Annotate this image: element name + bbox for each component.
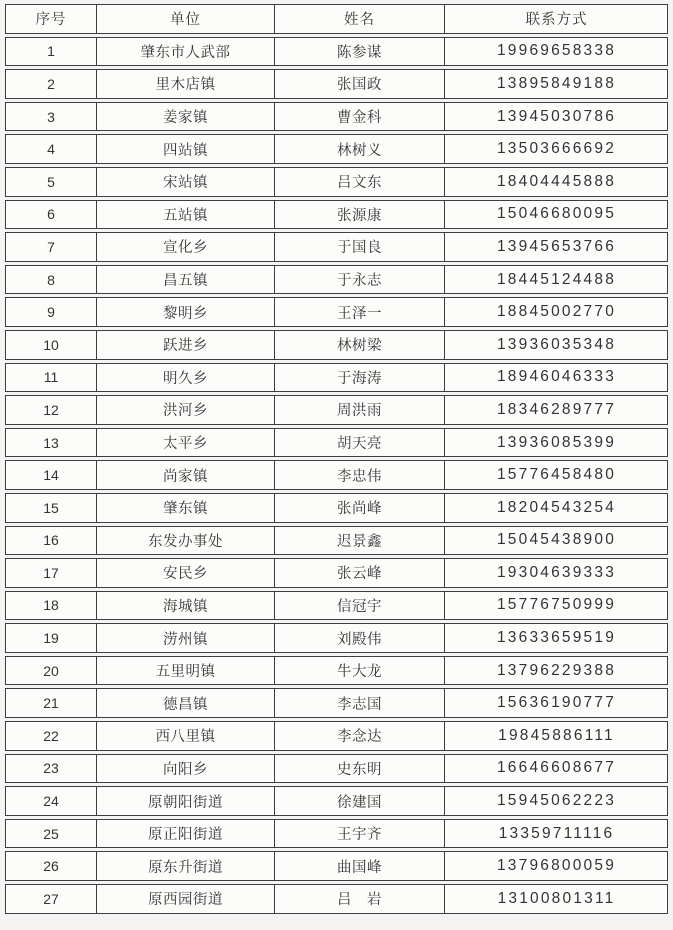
name-cell: 张尚峰 [274, 494, 444, 522]
row-index-cell: 25 [43, 825, 59, 842]
table-row [5, 558, 668, 588]
phone-cell: 18204543254 [444, 494, 668, 522]
name-cell: 林树义 [274, 135, 444, 163]
phone-cell: 13100801311 [444, 885, 668, 913]
row-index-cell: 16 [43, 532, 59, 549]
column-header-index: 序号 [35, 12, 67, 29]
name-cell: 林树梁 [274, 331, 444, 359]
name-cell: 史东明 [274, 755, 444, 783]
table-body [5, 37, 668, 914]
name-cell: 张云峰 [274, 559, 444, 587]
name-cell: 徐建国 [274, 787, 444, 815]
table-row [5, 591, 668, 621]
phone-cell: 19304639333 [444, 559, 668, 587]
table-row [5, 37, 668, 67]
row-index-cell: 10 [43, 336, 59, 353]
phone-cell: 15776750999 [444, 592, 668, 620]
name-cell: 曲国峰 [274, 852, 444, 880]
row-index-cell: 27 [43, 890, 59, 907]
table-row [5, 493, 668, 523]
phone-cell: 18445124488 [444, 266, 668, 294]
phone-cell: 16646608677 [444, 755, 668, 783]
table-row [5, 297, 668, 327]
unit-cell: 原朝阳街道 [96, 787, 274, 815]
row-index-cell: 1 [47, 43, 55, 60]
phone-cell: 15046680095 [444, 201, 668, 229]
row-index-cell: 20 [43, 662, 59, 679]
unit-cell: 安民乡 [96, 559, 274, 587]
row-index-cell: 14 [43, 467, 59, 484]
unit-cell: 明久乡 [96, 364, 274, 392]
table-row [5, 851, 668, 881]
name-cell: 信冠宇 [274, 592, 444, 620]
table-row [5, 69, 668, 99]
row-index-cell: 5 [47, 173, 55, 190]
row-index-cell: 19 [43, 630, 59, 647]
row-index-cell: 15 [43, 499, 59, 516]
phone-cell: 15776458480 [444, 461, 668, 489]
unit-cell: 原正阳街道 [96, 820, 274, 848]
unit-cell: 宣化乡 [96, 233, 274, 261]
unit-cell: 黎明乡 [96, 298, 274, 326]
table-row [5, 884, 668, 914]
table-row [5, 134, 668, 164]
table-row [5, 754, 668, 784]
unit-cell: 原东升街道 [96, 852, 274, 880]
table-row [5, 102, 668, 132]
name-cell: 于海涛 [274, 364, 444, 392]
phone-cell: 13796800059 [444, 852, 668, 880]
row-index-cell: 4 [47, 141, 55, 158]
table-row [5, 688, 668, 718]
name-cell: 吕 岩 [274, 885, 444, 913]
row-index-cell: 2 [47, 75, 55, 92]
table-row [5, 265, 668, 295]
unit-cell: 原西园街道 [96, 885, 274, 913]
name-cell: 牛大龙 [274, 657, 444, 685]
phone-cell: 13633659519 [444, 624, 668, 652]
unit-cell: 洪河乡 [96, 396, 274, 424]
table-row [5, 428, 668, 458]
name-cell: 刘殿伟 [274, 624, 444, 652]
phone-cell: 19845886111 [444, 722, 668, 750]
row-index-cell: 12 [43, 401, 59, 418]
name-cell: 迟景鑫 [274, 527, 444, 555]
unit-cell: 东发办事处 [96, 527, 274, 555]
unit-cell: 向阳乡 [96, 755, 274, 783]
unit-cell: 肇东镇 [96, 494, 274, 522]
row-index-cell: 24 [43, 793, 59, 810]
name-cell: 周洪雨 [274, 396, 444, 424]
name-cell: 李念达 [274, 722, 444, 750]
table-row [5, 623, 668, 653]
table-row [5, 526, 668, 556]
row-index-cell: 3 [47, 108, 55, 125]
phone-cell: 19969658338 [444, 38, 668, 66]
table-row [5, 395, 668, 425]
row-index-cell: 21 [43, 695, 59, 712]
header-row [5, 4, 668, 34]
unit-cell: 里木店镇 [96, 70, 274, 98]
row-index-cell: 8 [47, 271, 55, 288]
phone-cell: 13796229388 [444, 657, 668, 685]
column-header-contact: 联系方式 [444, 5, 668, 33]
unit-cell: 五站镇 [96, 201, 274, 229]
name-cell: 王宇齐 [274, 820, 444, 848]
table-row [5, 330, 668, 360]
name-cell: 李志国 [274, 689, 444, 717]
name-cell: 曹金科 [274, 103, 444, 131]
table-row [5, 786, 668, 816]
unit-cell: 德昌镇 [96, 689, 274, 717]
row-index-cell: 9 [47, 304, 55, 321]
column-header-unit: 单位 [96, 5, 274, 33]
phone-cell: 18404445888 [444, 168, 668, 196]
phone-cell: 13503666692 [444, 135, 668, 163]
unit-cell: 海城镇 [96, 592, 274, 620]
unit-cell: 五里明镇 [96, 657, 274, 685]
unit-cell: 四站镇 [96, 135, 274, 163]
row-index-cell: 22 [43, 727, 59, 744]
phone-cell: 13936035348 [444, 331, 668, 359]
name-cell: 王泽一 [274, 298, 444, 326]
name-cell: 张源康 [274, 201, 444, 229]
row-index-cell: 6 [47, 206, 55, 223]
phone-cell: 15045438900 [444, 527, 668, 555]
name-cell: 胡天亮 [274, 429, 444, 457]
phone-cell: 18346289777 [444, 396, 668, 424]
phone-cell: 13945030786 [444, 103, 668, 131]
row-index-cell: 26 [43, 858, 59, 875]
row-index-cell: 18 [43, 597, 59, 614]
name-cell: 吕文东 [274, 168, 444, 196]
phone-cell: 13895849188 [444, 70, 668, 98]
name-cell: 张国政 [274, 70, 444, 98]
unit-cell: 太平乡 [96, 429, 274, 457]
unit-cell: 尚家镇 [96, 461, 274, 489]
table-row [5, 460, 668, 490]
phone-cell: 15945062223 [444, 787, 668, 815]
table-row [5, 200, 668, 230]
phone-cell: 13359711116 [444, 820, 668, 848]
unit-cell: 宋站镇 [96, 168, 274, 196]
name-cell: 李忠伟 [274, 461, 444, 489]
row-index-cell: 17 [43, 564, 59, 581]
table-row [5, 721, 668, 751]
name-cell: 于永志 [274, 266, 444, 294]
unit-cell: 西八里镇 [96, 722, 274, 750]
unit-cell: 肇东市人武部 [96, 38, 274, 66]
table-row [5, 363, 668, 393]
phone-cell: 18845002770 [444, 298, 668, 326]
row-index-cell: 7 [47, 238, 55, 255]
unit-cell: 涝州镇 [96, 624, 274, 652]
column-header-name: 姓名 [274, 5, 444, 33]
contact-table [5, 4, 668, 914]
name-cell: 陈参谋 [274, 38, 444, 66]
name-cell: 于国良 [274, 233, 444, 261]
row-index-cell: 11 [43, 369, 59, 386]
row-index-cell: 23 [43, 760, 59, 777]
table-row [5, 819, 668, 849]
table-row [5, 232, 668, 262]
table-row [5, 167, 668, 197]
row-index-cell: 13 [43, 434, 59, 451]
phone-cell: 18946046333 [444, 364, 668, 392]
table-row [5, 656, 668, 686]
unit-cell: 姜家镇 [96, 103, 274, 131]
unit-cell: 跃进乡 [96, 331, 274, 359]
phone-cell: 15636190777 [444, 689, 668, 717]
unit-cell: 昌五镇 [96, 266, 274, 294]
phone-cell: 13945653766 [444, 233, 668, 261]
phone-cell: 13936085399 [444, 429, 668, 457]
